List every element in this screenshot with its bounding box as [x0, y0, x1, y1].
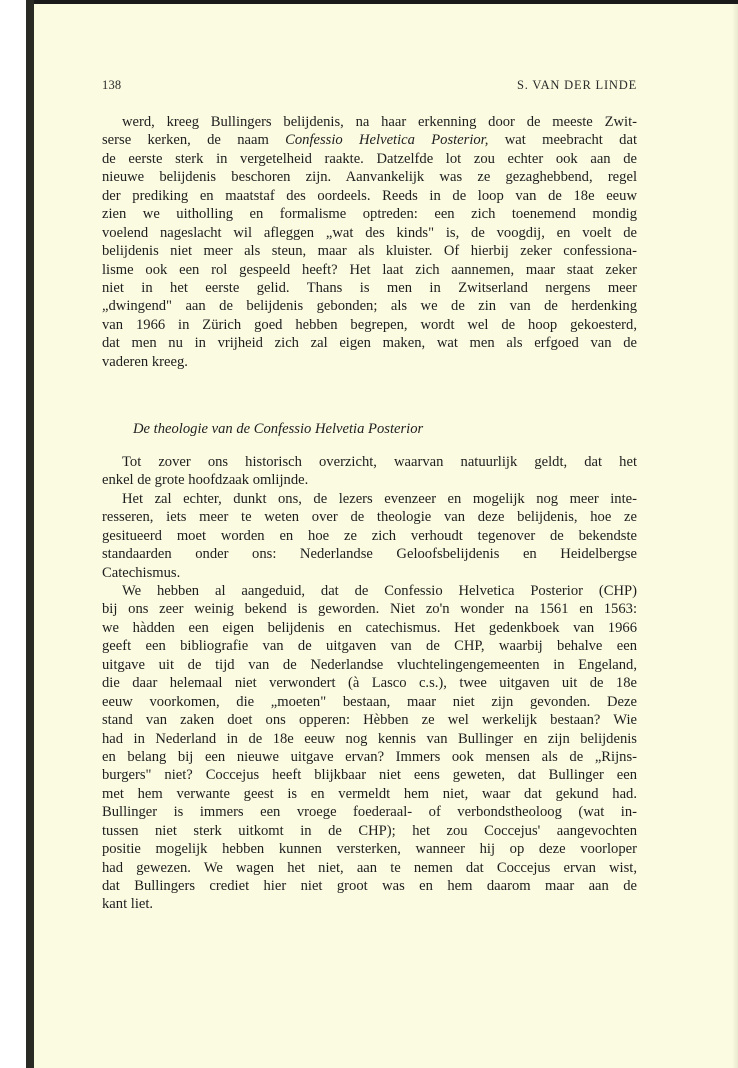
text-line: Tot zover ons historisch overzicht, waarvan natuurlijk geldt, dat het: [122, 454, 637, 470]
text-line: Het zal echter, dunkt ons, de lezers evenzeer en mogelijk nog meer inte-: [122, 491, 637, 507]
text-line: gesitueerd moet worden en hoe ze zich verhoudt tegenover de bekendste: [102, 527, 637, 544]
running-header: [102, 78, 637, 96]
text-line: dat men nu in vrijheid zich zal eigen maken, wat men als erfgoed van de: [102, 335, 637, 352]
paragraph-overview: [102, 453, 637, 490]
text-line: werd, kreeg Bullingers belijdenis, na haar erkenning door de meeste Zwit-: [122, 114, 637, 130]
text-line: met hem verwante geest is en vermeldt hem niet, waar dat gekund had.: [102, 785, 637, 802]
text-line: Catechismus.: [102, 564, 181, 581]
text-line: resseren, iets meer te weten over de theologie van deze belijdenis, hoe ze: [102, 509, 637, 526]
paragraph-theology: [102, 490, 637, 582]
text-line: stand van zaken doet ons opperen: Hèbben ze wel werkelijk bestaan? Wie: [102, 712, 637, 729]
text-line: dat Bullingers crediet hier niet groot was en hem daarom maar aan de: [102, 878, 637, 894]
text-line: „dwingend" aan de belijdenis gebonden; als we de zin van de herdenking: [102, 298, 637, 315]
text-line: We hebben al aangeduid, dat de Confessio Helvetica Posterior (CHP): [122, 583, 637, 599]
text-line: vaderen kreeg.: [102, 353, 188, 370]
text-line: van 1966 in Zürich goed hebben begrepen, wordt wel de hoop gekoesterd,: [102, 316, 637, 333]
text-line: bij ons zeer weinig bekend is geworden. Niet zo'n wonder na 1561 en 1563:: [102, 601, 637, 618]
text-line: der prediking en maatstaf des oordeels. Reeds in de loop van de 18e eeuw: [102, 187, 637, 204]
text-line: positie mogelijk hebben kunnen versterken, wanneer hij op deze voorloper: [102, 841, 637, 858]
text-line: standaarden onder ons: Nederlandse Geloofsbelijdenis en Heidelbergse: [102, 546, 637, 563]
text-line: geeft een bibliografie van de uitgaven van de CHP, waarbij behalve een: [102, 638, 637, 655]
page-right-shadow: [732, 4, 738, 1068]
text-line: voelend nageslacht wil afleggen „wat des kinds" is, de voogdij, en voelt de: [102, 224, 637, 241]
text-line: lisme ook een rol gespeeld heeft? Het laat zich aannemen, maar staat zeker: [102, 261, 637, 278]
text-line: had gewezen. We wagen het niet, aan te nemen dat Coccejus ervan wist,: [102, 859, 637, 876]
text-line: we hàdden een eigen belijdenis en catechismus. Het gedenkboek van 1966: [102, 619, 637, 636]
text-line: had in Nederland in de 18e eeuw nog kennis van Bullinger en zijn belijdenis: [102, 730, 637, 747]
text-line: burgers" niet? Coccejus heeft blijkbaar niet eens geweten, dat Bullinger een: [102, 767, 637, 784]
text-line: de eerste sterk in vergetelheid raakte. Datzelfde lot zou echter ook aan de: [102, 150, 637, 167]
text-line: die daar helemaal niet verwondert (à Lasco c.s.), twee uitgaven uit de 18e: [102, 675, 637, 692]
text-line: niet in het eerste gelid. Thans is men in Zwitserland nergens meer: [102, 279, 637, 296]
section-heading: De theologie van de Confessio Helvetia Posterior: [133, 421, 424, 437]
text-line: tussen niet sterk uitkomt in de CHP); het zou Coccejus' aangevochten: [102, 822, 637, 839]
text-line: serse kerken, de naam Confessio Helvetica Posterior, wat meebracht dat: [102, 132, 637, 149]
text-line: kant liet.: [102, 896, 154, 913]
text-line: Bullinger is immers een vroege foederaal- of verbondstheoloog (wat in-: [102, 804, 637, 821]
text-line: enkel de grote hoofdzaak omlijnde.: [102, 472, 309, 489]
text-line: zien we uitholling en formalisme optreden: een zich toenemend mondig: [102, 206, 637, 223]
text-line: nieuwe belijdenis beschoren zijn. Aanvankelijk was ze gezaghebbend, regel: [102, 169, 637, 186]
paragraph-intro: [102, 113, 637, 371]
text-line: uitgave uit de tijd van de Nederlandse vluchtelingengemeenten in Engeland,: [102, 656, 637, 673]
scan-left-border: [26, 0, 34, 1068]
text-line: eeuw voorkomen, die „moeten" bestaan, maar niet zijn gevonden. Deze: [102, 693, 637, 710]
page-number: 138: [102, 78, 122, 92]
running-title: S. VAN DER LINDE: [517, 78, 637, 92]
text-line: en belang bij een nieuwe uitgave ervan? Immers ook mensen als de „Rijns-: [102, 748, 637, 765]
text-line: belijdenis niet meer als steun, maar als kluister. Of hierbij zeker confessiona-: [102, 243, 637, 260]
paragraph-chp: [102, 582, 637, 914]
